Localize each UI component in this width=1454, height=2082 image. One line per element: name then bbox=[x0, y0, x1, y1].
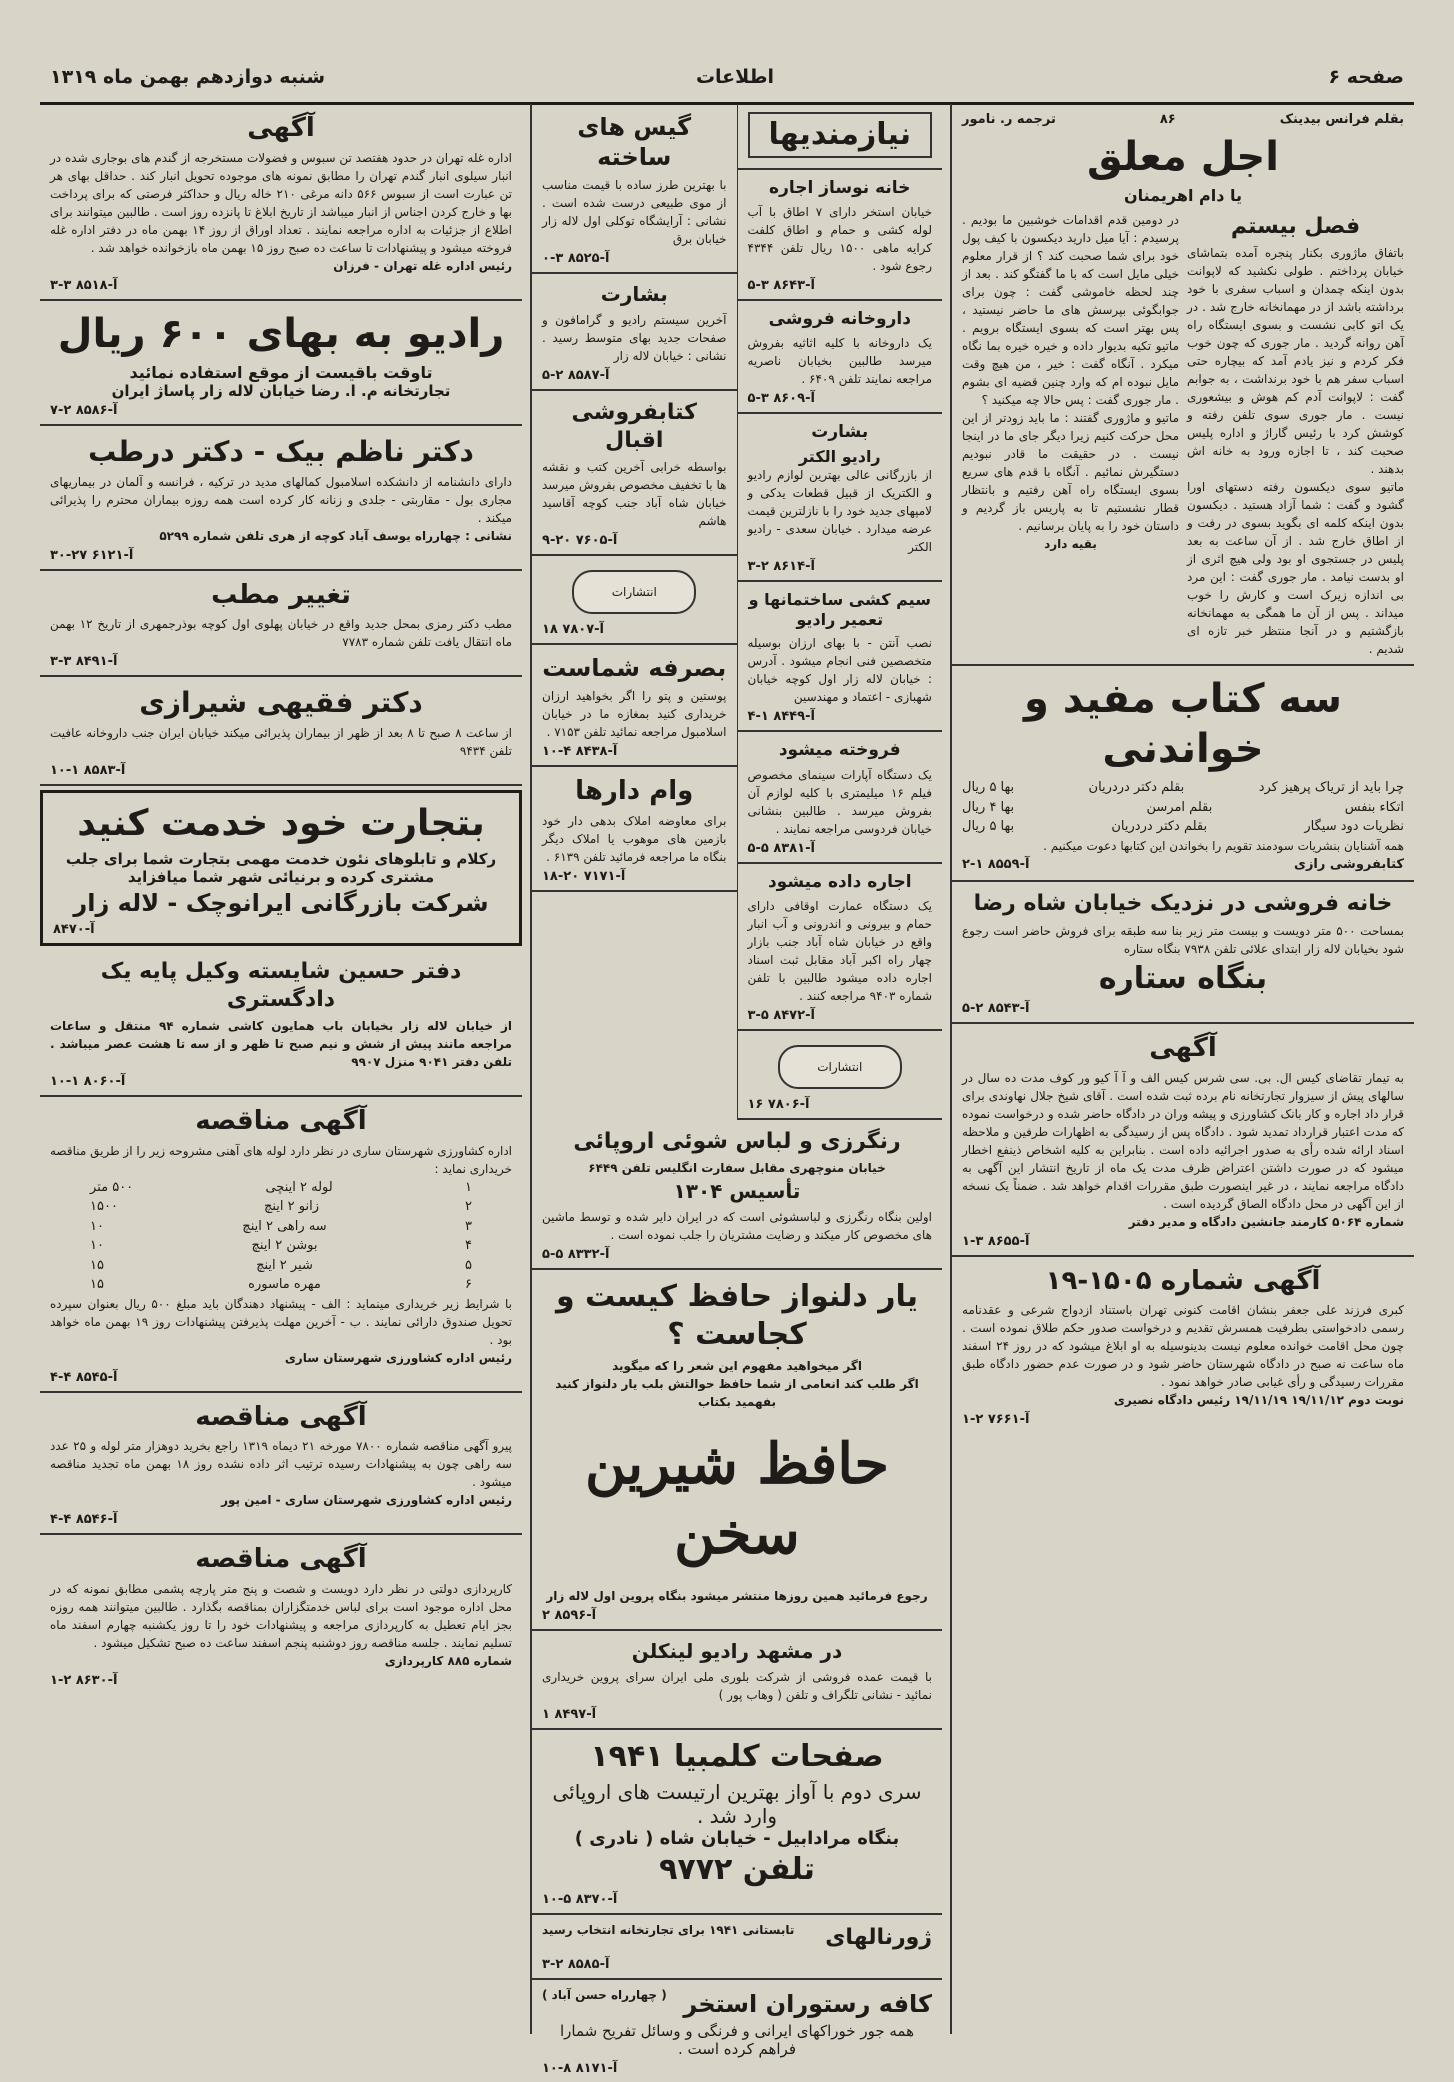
grain-notice-code: آ-۸۵۱۸ ۳-۳ bbox=[50, 277, 118, 293]
cafe-header bbox=[542, 1986, 932, 2022]
cafe-body: همه جور خوراکهای ایرانی و فرنگی و وسائل تفریح شمارا فراهم کرده است . bbox=[560, 2022, 914, 2059]
classified-title: داروخانه فروشی bbox=[768, 308, 911, 329]
doctor-title: دکتر ناظم بیک - دکتر درطب bbox=[88, 434, 474, 468]
tender-title: آگهی مناقصه bbox=[195, 1106, 367, 1136]
books-ad bbox=[952, 666, 1414, 882]
hafez-line: اگر میخواهید مفهوم این شعر را که میگوید bbox=[612, 1359, 862, 1374]
clinic-move-body: مطب دکتر رمزی بمحل جدید واقع در خیابان پهلوی اول کوچه بوذرجمهری از تاریخ ۱۲ بهمن ماه انتقال یافت تلفن شماره ۷۷۸۳ bbox=[50, 617, 512, 649]
book-author: بقلم دکتر دردریان bbox=[1111, 819, 1208, 834]
journal-row bbox=[542, 1921, 932, 1954]
hafez-line: اگر طلب کند انعامی از شما حافظ حوالتش بلب یار دلنواز کنید bbox=[555, 1377, 919, 1392]
serial-continued: بقیه دارد bbox=[1044, 536, 1097, 551]
trade-title: بتجارت خود خدمت کنید bbox=[77, 803, 485, 844]
serial-text-2: در دومین قدم اقدامات خوشبین ما بودیم . پرسیدم : آیا میل دارید دیکسون با کیف پول خود برای شما صحبت کند ؟ از قرار معلوم خیلی مایل است که با ما گفتگو کند . بعد از چند لحظه خاموشی گفت : چون برای جوابگوئی بپرسش های ما حاضر نیستید ، پس بهتر است که بسوی ایستگاه برویم . ماتیو تکیه بدیوار داده و خیره خیره بما نگاه میکرد . آنگاه گفت : خیر ، من هیچ وقت مایل نبوده ام که وارد چنین قضیه ای بشوم . مار جوری گفت : پس حالا چه میکنید ؟ bbox=[962, 212, 1179, 407]
classified-title: گیس های ساخته bbox=[577, 113, 692, 171]
faqihi-ad bbox=[40, 677, 522, 786]
book-name: چرا باید از تریاک پرهیز کرد bbox=[1258, 780, 1404, 795]
classified-code: آ-۸۶۱۴ ۲-۳ bbox=[747, 559, 815, 575]
books-ad-shop: کتابفروشی رازی bbox=[1294, 856, 1404, 872]
serial-col-b bbox=[962, 211, 1179, 659]
doctor-ad bbox=[40, 426, 522, 571]
house-sale-title: خانه فروشی در نزدیک خیابان شاه رضا bbox=[973, 891, 1393, 916]
tender-code: آ-۸۵۴۶ ۴-۴ bbox=[50, 1512, 118, 1527]
columbia-code: آ-۸۳۷۰ ۵-۱۰ bbox=[542, 1892, 618, 1908]
court-notice bbox=[952, 1024, 1414, 1257]
classified-title: خانه نوساز اجاره bbox=[769, 177, 911, 198]
classified-code: آ-۸۵۸۷ ۲-۵ bbox=[542, 368, 610, 383]
classified-body: یک دستگاه آپارات سینمای مخصوص فیلم ۱۶ میلیمتری با کلیه لوازم آن بفروش میرسد . طالبین بنشانی خیابان فردوسی مراجعه نمایند . bbox=[747, 767, 932, 836]
dye-founded: تأسیس ۱۳۰۴ bbox=[673, 1179, 801, 1204]
grain-notice-title: آگهی bbox=[247, 113, 315, 143]
publisher-seal: انتشارات bbox=[572, 570, 696, 614]
tender-conditions: با شرایط زیر خریداری مینماید : الف - پیشنهاد دهندگان باید مبلغ ۵۰۰ ریال بعنوان سپرده تحویل صندوق دارائی نمایند . ب - آخرین مهلت پذیرفتن پیشنهادات روز ۱۹ بهمن ماه خواهد بود . bbox=[50, 1296, 512, 1347]
column-right bbox=[950, 104, 1414, 2034]
tender-notice-1 bbox=[40, 1097, 522, 1393]
journal-ad bbox=[532, 1915, 942, 1980]
mashhad-title: در مشهد رادیو لینکلن bbox=[631, 1639, 843, 1664]
tender-signature: شماره ۸۸۵ کارپردازی bbox=[384, 1653, 512, 1668]
classified-body: از بازرگانی عالی بهترین لوازم رادیو و الکتریک از قبیل قطعات یدکی و لامپهای جدید خود را با نازلترین قیمت عرضه میدارد . خیابان سعدی - رادیو الکتر bbox=[747, 468, 932, 555]
doctor-address: نشانی : چهارراه یوسف آباد کوچه از هری تلفن شماره ۵۲۹۹ bbox=[159, 528, 512, 543]
hafez-line: بفهمید بکتاب bbox=[697, 1395, 777, 1410]
journal-code: آ-۸۵۸۵ ۲-۳ bbox=[542, 1957, 610, 1973]
dye-address: خیابان منوچهری مقابل سفارت انگلیس تلفن ۶۴۴۹ bbox=[588, 1161, 886, 1176]
lawyer-title: دفتر حسین شایسته وکیل پایه یک دادگستری bbox=[100, 959, 462, 1012]
hafez-book-title: حافظ شیرین سخن bbox=[584, 1431, 890, 1568]
dye-ad bbox=[532, 1120, 942, 1271]
serial-byline bbox=[962, 110, 1404, 130]
classified-title: اجاره داده میشود bbox=[767, 871, 912, 892]
tender-title: آگهی مناقصه bbox=[195, 1544, 367, 1574]
cafe-title: کافه رستوران استخر bbox=[683, 1990, 932, 2019]
seal-ad bbox=[738, 1031, 943, 1120]
journal-title: ژورنالهای bbox=[825, 1925, 932, 1951]
pipe-row bbox=[90, 1197, 472, 1217]
tender-code: آ-۸۶۳۰ ۲-۱ bbox=[50, 1672, 118, 1688]
classified-ad bbox=[738, 732, 943, 863]
columbia-shop: بنگاه مرادابیل - خیابان شاه ( نادری ) bbox=[574, 1827, 900, 1849]
pipe-row bbox=[90, 1178, 472, 1198]
book-name: نظریات دود سیگار bbox=[1304, 819, 1404, 834]
book-item bbox=[962, 817, 1404, 837]
columbia-title: صفحات کلمبیا ۱۹۴۱ bbox=[590, 1739, 884, 1775]
cafe-address: ( چهارراه حسن آباد ) bbox=[542, 1988, 667, 2003]
tender-signature: رئیس اداره کشاورزی شهرستان ساری bbox=[284, 1350, 512, 1365]
faqihi-body: از ساعت ۸ صبح تا ۸ بعد از ظهر از بیماران پذیرائی میکند خیابان ایران جنب داروخانه عافیت تلفن ۹۴۳۴ bbox=[50, 726, 512, 758]
tender-title: آگهی مناقصه bbox=[195, 1401, 367, 1432]
house-sale-ad bbox=[952, 882, 1414, 1024]
pipe-row bbox=[90, 1217, 472, 1237]
doctor-body: دارای دانشنامه از دانشکده اسلامبول کمالهای مدید در ترکیه ، فرانسه و آلمان در بیماریهای مجاری بول - مقاربتی - جلدی و زنانه کار کرده است همه روزه بیماران محترم را پذیرائی میکند . bbox=[50, 474, 512, 525]
pipe-qty: ۱۰ bbox=[90, 1218, 104, 1234]
divorce-notice-footer: نوبت دوم ۱۹/۱۱/۱۲ ۱۹/۱۱/۱۹ رئیس دادگاه نصیری bbox=[1113, 1393, 1404, 1407]
publisher-seal: انتشارات bbox=[778, 1045, 902, 1089]
classified-code: آ-۷۸۰۷ ۱۸ bbox=[542, 622, 605, 637]
radio-price-ad bbox=[40, 301, 522, 426]
dye-title: رنگرزی و لباس شوئی اروپائی bbox=[573, 1128, 901, 1154]
classified-ad bbox=[532, 274, 737, 391]
court-notice-signature: شماره ۵۰۶۴ کارمند جانشین دادگاه و مدیر دفتر bbox=[1128, 1214, 1404, 1229]
clinic-move-title: تغییر مطب bbox=[211, 579, 351, 610]
book-author: بقلم دکتر دردریان bbox=[1088, 780, 1185, 795]
hafez-reference: رجوع فرمائید همین روزها منتشر میشود بنگاه پروین اول لاله زار bbox=[546, 1589, 928, 1604]
classified-code: آ-۷۸۰۶ ۱۶ bbox=[747, 1096, 810, 1112]
faqihi-code: آ-۸۵۸۳ ۱-۱۰ bbox=[50, 763, 126, 778]
classified-code: آ-۸۶۴۳ ۳-۵ bbox=[747, 277, 815, 293]
pipe-desc: لوله ۲ اینچی bbox=[265, 1179, 333, 1195]
issue-date: شنبه دوازدهم بهمن ماه ۱۳۱۹ bbox=[50, 66, 326, 88]
book-price: بها ۵ ریال bbox=[962, 780, 1015, 795]
pipe-row bbox=[90, 1236, 472, 1256]
clinic-move-code: آ-۸۴۹۱ ۳-۳ bbox=[50, 654, 118, 669]
pipe-desc: شیر ۲ اینچ bbox=[256, 1257, 313, 1273]
pipe-qty: ۵۰۰ متر bbox=[90, 1179, 134, 1195]
classified-title: وام دارها bbox=[575, 776, 694, 806]
classified-code: آ-۸۴۳۸ ۴-۱۰ bbox=[542, 744, 618, 759]
page-number: صفحه ۶ bbox=[1328, 66, 1404, 88]
classified-ad bbox=[532, 391, 737, 556]
serial-columns bbox=[962, 211, 1404, 659]
pipe-qty: ۱۵ bbox=[90, 1257, 104, 1273]
pipe-qty: ۱۰ bbox=[90, 1238, 104, 1253]
classified-code: آ-۸۳۸۱ ۵-۵ bbox=[747, 840, 815, 856]
serial-text-1: باتفاق ماژوری بکنار پنجره آمده بتماشای خیابان پرداختم . طولی نکشید که لاپوانت بدون اینکه چمدان و اسباب سفری با خود برداشته باشد از در مهمانخانه خارج شد . در یک اتو کابی نشست و بسوی ایستگاه راه آهن روانه گردید . مار جوری که چون خوب فکر کردم و نیز یادم آمد که بیچاره حتی اسباب سفر هم با خود برنداشت ، به جوابم گفت : لاپوانت آدم کم هوش و بیشعوری نیست . مار جوری سوی تلفن رفته و کوشش کرد با رئیس گاراژ و اداره پلیس صحبت کند ، تا اجازه ورود به خانه اش بدهند . bbox=[1187, 246, 1404, 476]
grain-notice-signature: رئیس اداره غله تهران - فرزان bbox=[333, 258, 512, 273]
classified-code: آ-۷۶۰۵ ۲۰-۹ bbox=[542, 533, 618, 548]
classified-title: فروخته میشود bbox=[778, 740, 901, 761]
column-middle bbox=[530, 104, 942, 2077]
classified-body: خیابان استخر دارای ۷ اطاق با آب لوله کشی و حمام و اطاق کلفت کرایه ماهی ۱۵۰۰ ریال تلفن ۴۳۴۴ رجوع شود . bbox=[747, 204, 933, 273]
divorce-notice bbox=[952, 1257, 1414, 1434]
serial-col-a bbox=[1187, 211, 1404, 659]
mashhad-ad bbox=[532, 1631, 942, 1730]
classifieds-grid bbox=[532, 104, 942, 1120]
tender-code: آ-۸۵۴۵ ۴-۴ bbox=[50, 1369, 118, 1385]
serial-chapter: فصل بیستم bbox=[1230, 213, 1361, 239]
classified-ad bbox=[532, 645, 737, 767]
classified-ad bbox=[738, 170, 943, 301]
tender-notice-3 bbox=[40, 1535, 522, 1694]
faqihi-title: دکتر فقیهی شیرازی bbox=[139, 686, 423, 719]
classified-body: یک دستگاه عمارت اوقافی دارای حمام و بیرونی و اندرونی و آب انبار واقع در خیابان شاه آباد جنب بازار چهار راه اکبر آباد مقابل ثبت اسناد اجاره داده میشود طالبین با تلفن شماره ۹۴۰۳ مراجعه کنند . bbox=[747, 898, 932, 1003]
hafez-ad bbox=[532, 1270, 942, 1631]
classified-body: یک داروخانه با کلیه اثاثیه بفروش میرسد طالبین بخیابان ناصریه مراجعه نمایند تلفن ۶۴۰۹ . bbox=[747, 336, 932, 386]
pipe-number: ۵ bbox=[465, 1257, 472, 1273]
serial-number: ۸۶ bbox=[1159, 112, 1176, 127]
classified-body: نصب آنتن - با بهای ارزان بوسیله متخصصین فنی انجام میشود . آدرس : خیابان لاله زار اول کوچه خیابان شهبازی - اعتماد و مهندسین bbox=[747, 636, 932, 705]
clinic-move-ad bbox=[40, 571, 522, 678]
court-notice-body: به تیمار تقاضای کیس ال. بی. سی شرس کیس الف و آ آ کیو ور کوف مدت ده سال در سالهای پیش از سیزوار تجارتخانه نام برده ثبت شده است . آقای شیخ جلال نهاوندی برای قرار داد اجاره و کار بانک کشاورزی و پیشه وران در دادگاه حاضر شده و درخواست نموده که مدت اعتبار قرارداد تمدید شود . دادگاه پس از رسیدگی به اظهارات طرفین و ملاحظه اسناد ارائه شده رأی به صدور اجرائیه داده است . بنابراین به کلیه اشخاص ذینفع اخطار میشود که در صورت داشتن اعتراض ظرف مدت یک ماه از تاریخ انتشار این آگهی به دادگاه مراجعه نمایند ، در غیر اینصورت طبق مقررات اقدام خواهد شد . ضمناً یک نسخه از این آگهی در محل دادگاه الصاق گردیده است . bbox=[962, 1070, 1404, 1211]
classified-code: آ-۸۵۲۵ ۳-۰ bbox=[542, 251, 610, 266]
lawyer-body: از خیابان لاله زار بخیابان باب همایون کاشی شماره ۹۴ منتقل و ساعات مراجعه مانند پیش از شش و نیم صبح تا ظهر و از سه تا هشت عصر میباشد . تلفن دفتر ۹۰۴۱ منزل ۹۹۰۷ bbox=[50, 1019, 512, 1069]
classified-ad bbox=[738, 414, 943, 582]
tender-body: پیرو آگهی مناقصه شماره ۷۸۰۰ مورخه ۲۱ دیماه ۱۳۱۹ راجع بخرید دوهزار متر لوله و ۲۵ عدد سه راهی چون به پیشنهادات رسیده ترتیب اثر داده نشده روز ۱۸ بهمن ماه تجدید مناقصه میشود . bbox=[50, 1439, 512, 1489]
hafez-code: آ-۸۵۹۶ ۲ bbox=[542, 1608, 597, 1624]
columbia-line: سری دوم با آواز بهترین ارتیست های اروپائی وارد شد . bbox=[552, 1779, 922, 1828]
serial-author: بقلم فرانس بیدینک bbox=[1279, 112, 1404, 127]
classified-code: آ-۸۶۰۹ ۳-۵ bbox=[747, 391, 815, 406]
pipe-number: ۲ bbox=[465, 1199, 472, 1214]
divorce-notice-title: آگهی شماره ۱۵۰۵-۱۹ bbox=[1045, 1265, 1321, 1296]
page-header bbox=[40, 58, 1414, 105]
classified-title: بصرفه شماست bbox=[542, 654, 727, 682]
lawyer-ad bbox=[40, 950, 522, 1097]
books-ad-footer bbox=[962, 855, 1404, 875]
pipe-qty: ۱۵۰۰ bbox=[90, 1199, 118, 1214]
classified-ad bbox=[738, 582, 943, 732]
classified-title: سیم کشی ساختمانها و تعمیر رادیو bbox=[748, 590, 931, 630]
classified-header bbox=[738, 104, 943, 170]
cafe-ad bbox=[532, 1980, 942, 2082]
classified-body: پوستین و پتو را اگر بخواهید ارزان خریداری کنید بمغازه ما در خیابان اسلامبول مراجعه نمائید تلفن ۷۱۵۳ . bbox=[542, 689, 727, 739]
book-price: بها ۵ ریال bbox=[962, 819, 1015, 834]
radio-price-address: تجارتخانه م. ا. رضا خیابان لاله زار پاساژ ایران bbox=[111, 381, 451, 400]
serial-story bbox=[952, 104, 1414, 666]
trade-code: آ-۸۴۷۰ bbox=[53, 922, 95, 937]
mashhad-body: با قیمت عمده فروشی از شرکت بلوری ملی ایران سرای پروین خریداری نمائید - نشانی تلگراف و تلفن ( وهاب پور ) bbox=[542, 1670, 932, 1703]
book-price: بها ۴ ریال bbox=[962, 799, 1015, 815]
court-notice-title: آگهی bbox=[1149, 1033, 1217, 1063]
tender-body: اداره کشاورزی شهرستان ساری در نظر دارد لوله های آهنی مشروحه زیر را از طریق مناقصه خریداری نماید : bbox=[50, 1143, 512, 1176]
divorce-notice-body: کبری فرزند علی جعفر بنشان اقامت کنونی تهران باستناد ازدواج شرعی و عقدنامه رسمی دادخواستی بطرفیت همسرش تقدیم و درخواست صدور حکم طلاق نموده است . چون محل اقامت خوانده معلوم نیست بدینوسیله به او ابلاغ میشود که در روز ۲۴ اسفند ماه ساعت نه صبح در دادگاه شهرستان حاضر شود و در صورت عدم حضور دادگاه طبق مقررات رسیدگی و رأی غیابی صادر خواهد نمود . bbox=[962, 1303, 1405, 1389]
pipe-desc: زانو ۲ اینچ bbox=[263, 1199, 319, 1214]
serial-translator: ترجمه ر. نامور bbox=[962, 112, 1056, 127]
classified-ad bbox=[532, 104, 737, 274]
dye-code: آ-۸۳۳۲ ۵-۵ bbox=[542, 1247, 610, 1263]
books-ad-title: سه کتاب مفید و خواندنی bbox=[1023, 676, 1343, 772]
classifieds-right bbox=[737, 104, 943, 1120]
trade-company: شرکت بازرگانی ایرانوچک - لاله زار bbox=[73, 889, 489, 917]
grain-notice bbox=[40, 104, 522, 301]
journal-body: تابستانی ۱۹۴۱ برای تجارتخانه انتخاب رسید bbox=[542, 1923, 795, 1938]
newspaper-name: اطلاعات bbox=[695, 66, 774, 88]
serial-title: اجل معلق bbox=[1087, 133, 1279, 180]
trade-ad bbox=[40, 790, 522, 946]
house-sale-agency: بنگاه ستاره bbox=[1098, 960, 1268, 996]
serial-text-3: ماتیو سوی دیکسون رفته دستهای اورا گشود و گفت : شما آزاد هستید . دیکسون بدون اینکه کلمه ای بگوید بسوی در رفت و از اطاق خارج شد . از آن ساعت به بعد پلیس در جستجوی او بود ولی هیچ اثری از او بدست نیامد . مار جوری گفت : این مرد بی اندازه زیرک است و کارش را خوب میداند . پس از آن ما همگی به مهمانخانه بازگشتیم و در آنجا منتظر خبر تازه ای شدیم . bbox=[1187, 480, 1404, 656]
radio-price-title: رادیو به بهای ۶۰۰ ریال bbox=[57, 310, 505, 357]
trade-body: رکلام و تابلوهای نئون خدمت مهمی بتجارت شما برای جلب مشتری کرده و برنیائی شهر شما میافزاید bbox=[65, 850, 497, 886]
classified-body: با بهترین طرز ساده با قیمت مناسب از موی طبیعی درست شده است . نشانی : آرایشگاه توکلی اول لاله زار خیابان برق bbox=[542, 178, 727, 246]
classified-code: آ-۷۱۷۱ ۲۰-۱۸ bbox=[542, 868, 626, 884]
tender-notice-2 bbox=[40, 1393, 522, 1536]
classified-ad bbox=[532, 767, 737, 892]
classified-code: آ-۸۴۴۹ ۱-۴ bbox=[747, 709, 815, 725]
pipe-number: ۶ bbox=[465, 1277, 472, 1292]
classified-ad bbox=[738, 864, 943, 1031]
pipe-number: ۴ bbox=[465, 1238, 472, 1253]
seal-ad bbox=[532, 556, 737, 645]
classified-body: برای معاوضه املاک بدهی دار خود بازمین های موهوب یا املاک دیگر بنگاه ما مراجعه فرمائید تلفن ۶۱۳۹ . bbox=[542, 813, 727, 864]
pipe-number: ۳ bbox=[465, 1218, 472, 1234]
tender-signature: رئیس اداره کشاورزی شهرستان ساری - امین پور bbox=[221, 1493, 512, 1507]
mashhad-code: آ-۸۴۹۷ ۱ bbox=[542, 1707, 597, 1723]
classified-body: بواسطه خرابی آخرین کتب و نقشه ها با تخفیف مخصوص بفروش میرسد خیابان شاه آباد جنب کوچه آقاسید هاشم bbox=[542, 460, 727, 528]
serial-text-4: ماتیو و ماژوری گفتند : ما باید زودتر از این محل حرکت کنیم زیرا دیگر جای ما در اینجا نیست . در حقیقت ما قادر نبودیم دستگیرش نمائیم . آنگاه با قدم های سریع بسوی ایستگاه راه آهن رفتیم و بانتظار قطار نشستیم تا به پاریس باز گردیم و داستان خود را به پایان برسانیم . bbox=[962, 410, 1179, 533]
columbia-phone: تلفن ۹۷۷۲ bbox=[659, 1851, 815, 1887]
radio-price-sub: تاوقت باقیست از موقع استفاده نمائید bbox=[129, 362, 433, 382]
classified-subtitle: رادیو الکتر bbox=[798, 447, 881, 467]
classifieds-left bbox=[532, 104, 737, 1120]
hafez-title: یار دلنواز حافظ کیست و کجاست ؟ bbox=[555, 1279, 919, 1352]
books-ad-note: همه آشنایان بنشریات سودمند تقویم را بخواندن این کتابها دعوت میکنیم . bbox=[1043, 838, 1404, 853]
classifieds-title: نیازمندیها bbox=[748, 112, 933, 158]
pipe-row bbox=[90, 1256, 472, 1276]
classified-title: کتابفروشی اقبال bbox=[571, 400, 697, 453]
pipe-row bbox=[90, 1275, 472, 1295]
doctor-code: آ-۶۱۲۱ ۲۷-۳۰ bbox=[50, 547, 134, 563]
pipe-number: ۱ bbox=[465, 1179, 472, 1195]
book-item bbox=[962, 778, 1404, 798]
classified-title: بشارت bbox=[600, 282, 668, 306]
columbia-ad bbox=[532, 1730, 942, 1915]
lawyer-code: آ-۸۰۶۰ ۱-۱۰ bbox=[50, 1074, 126, 1089]
classified-title: بشارت bbox=[811, 422, 869, 442]
radio-price-code: آ-۸۵۸۶ ۲-۷ bbox=[50, 402, 118, 418]
book-author: بقلم امرسن bbox=[1146, 799, 1213, 815]
classified-code: آ-۸۴۷۲ ۵-۳ bbox=[747, 1007, 815, 1023]
pipe-desc: بوشن ۲ اینچ bbox=[251, 1238, 318, 1253]
house-sale-body: بمساحت ۵۰۰ متر دویست و بیست متر زیر بنا سه طبقه برای فروش حاضر است رجوع شود بخیابان لاله زار ابتدای علائی تلفن ۷۹۳۸ بنگاه ستاره bbox=[962, 923, 1405, 956]
pipe-qty: ۱۵ bbox=[90, 1277, 104, 1292]
classified-ad bbox=[738, 301, 943, 414]
column-left bbox=[40, 104, 522, 2034]
pipe-desc: مهره ماسوره bbox=[248, 1277, 321, 1292]
book-name: اتکاء بنفس bbox=[1344, 799, 1404, 815]
dye-body: اولین بنگاه رنگرزی و لباسشوئی است که در ایران دایر شده و توسط ماشین های مخصوص کار میکند و رضایت مشتریان را جلب نموده است . bbox=[542, 1210, 932, 1243]
divorce-notice-code: آ-۷۶۶۱ ۲-۱ bbox=[962, 1412, 1030, 1427]
tender-body: کارپردازی دولتی در نظر دارد دویست و شصت و پنج متر پارچه پشمی مطابق نمونه که در محل اداره موجود است برای لباس خدمتگزاران بمناقصه بگذارد . طالبین میتوانند همه روزه بجز ایام تعطیل به کارپردازی مراجعه و پیشنهادات خود را تا روز یکشنبه چهارم اسفند ماه تسلیم نمایند . جلسه مناقصه روز دوشنبه پنجم اسفند ساعت ده صبح تشکیل میشود . bbox=[50, 1581, 512, 1650]
house-sale-code: آ-۸۵۴۳ ۲-۵ bbox=[962, 1001, 1030, 1016]
cafe-code: آ-۸۱۷۱ ۸-۱۰ bbox=[542, 2061, 618, 2077]
book-item bbox=[962, 798, 1404, 818]
pipe-list bbox=[50, 1178, 512, 1295]
court-notice-code: آ-۸۶۵۵ ۳-۱ bbox=[962, 1233, 1030, 1249]
pipe-desc: سه راهی ۲ اینچ bbox=[242, 1218, 327, 1234]
grain-notice-body: اداره غله تهران در حدود هفتصد تن سبوس و فضولات مستخرجه از گندم های بوجاری شده در انبار سیلوی انبار گندم تهران را مطابق نمونه های موجوده تحویل انبار کند . حداقل بهای هر تن عبارت است از سبوس ۵۶۶ دانه مرغی ۲۱۰ خاله ریال و حداکثر فرصتی که برای پرداخت بها و خارج کردن اجناس از انبار میباشد از تاریخ ابلاغ تا پانزده روز است . طالبین میتوانند برای اطلاع از جزئیات به اداره مراجعه نمایند . تعداد اوراق از روز ۱۴ بهمن ماه در دفتر اداره غله فروخته میشود و پیشنهادات تا ساعت ده صبح روز ۱۵ بهمن ماه بازخوانده خواهد شد . bbox=[50, 150, 512, 255]
books-ad-code: آ-۸۵۵۹ ۱-۲ bbox=[962, 856, 1030, 872]
classified-body: آخرین سیستم رادیو و گرامافون و صفحات جدید بهای متوسط رسید . نشانی : خیابان لاله زار bbox=[542, 313, 727, 363]
serial-subtitle: یا دام اهریمنان bbox=[1123, 185, 1243, 205]
